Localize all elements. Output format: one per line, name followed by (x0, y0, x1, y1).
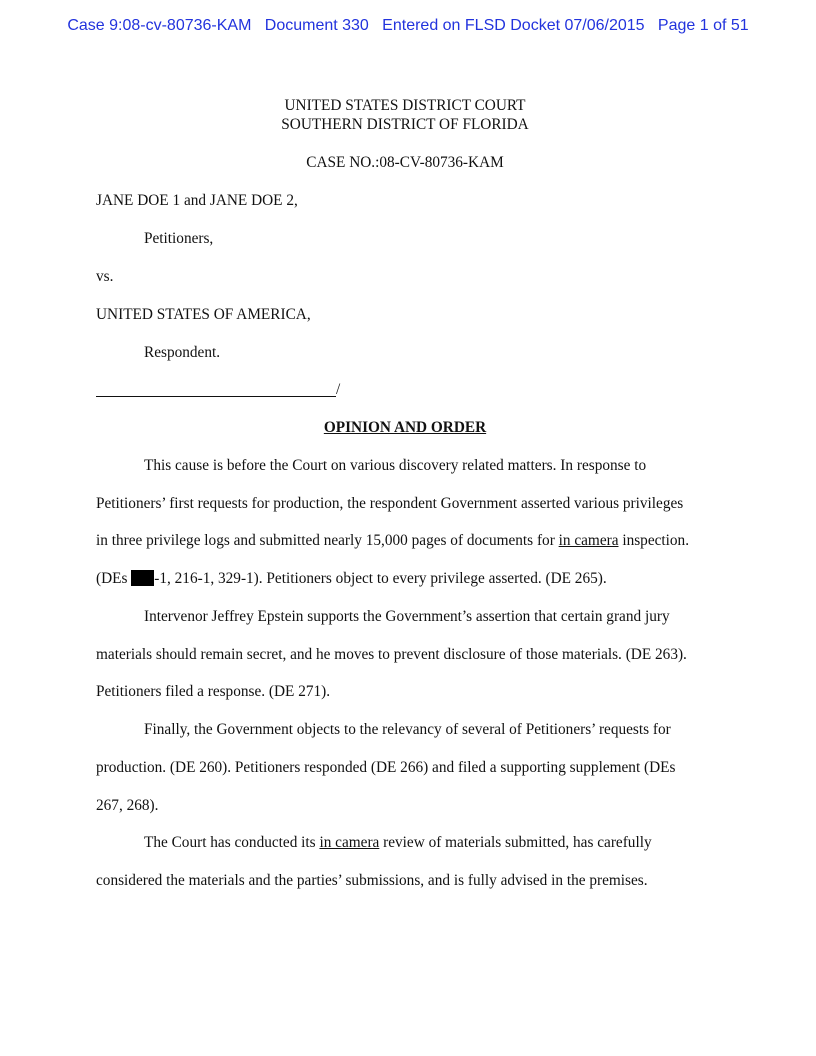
respondent-name: UNITED STATES OF AMERICA, (96, 306, 311, 323)
redaction-block (131, 570, 154, 586)
paragraph-3-line-1: Finally, the Government objects to the relevancy of several of Petitioners’ requests for (144, 721, 671, 738)
paragraph-2-line-3: Petitioners filed a response. (DE 271). (96, 683, 331, 700)
paragraph-1-line-1: This cause is before the Court on various discovery related matters. In response to (144, 457, 647, 474)
versus: vs. (96, 268, 114, 285)
paragraph-1-line-2: Petitioners’ first requests for production, the respondent Government asserted various privileges (96, 495, 684, 512)
text-run: inspection. (618, 532, 690, 549)
text-run: The Court has conducted its (144, 834, 320, 851)
caption-slash: / (336, 381, 341, 398)
in-camera-emphasis: in camera (319, 834, 380, 851)
text-run: review of materials submitted, has carefully (379, 834, 652, 851)
document-title: OPINION AND ORDER (323, 419, 487, 436)
court-name-line2: SOUTHERN DISTRICT OF FLORIDA (281, 116, 529, 133)
paragraph-1-line-3 (96, 531, 689, 550)
respondent-label: Respondent. (144, 344, 221, 361)
paragraph-3-line-2: production. (DE 260). Petitioners responded (DE 266) and filed a supporting supplement (DEs (96, 759, 676, 776)
paragraph-4-line-2: considered the materials and the parties’ submissions, and is fully advised in the premises. (96, 872, 648, 889)
text-run: in three privilege logs and submitted nearly 15,000 pages of documents for (96, 532, 559, 549)
paragraph-1-line-4 (96, 569, 607, 588)
petitioners-names: JANE DOE 1 and JANE DOE 2, (96, 192, 298, 209)
case-number-header: Case 9:08-cv-80736-KAM (67, 17, 252, 34)
paragraph-2-line-1: Intervenor Jeffrey Epstein supports the Government’s assertion that certain grand jury (144, 608, 670, 625)
page-indicator: Page 1 of 51 (657, 17, 749, 34)
petitioners-label: Petitioners, (144, 230, 214, 247)
paragraph-3-line-3: 267, 268). (96, 797, 159, 814)
case-number: CASE NO.:08-CV-80736-KAM (306, 154, 504, 171)
document-number: Document 330 (264, 17, 369, 34)
caption-rule (96, 396, 336, 397)
paragraph-4-line-1 (144, 833, 652, 852)
paragraph-2-line-2: materials should remain secret, and he moves to prevent disclosure of those materials. (DE 263). (96, 646, 687, 663)
in-camera-emphasis: in camera (558, 532, 619, 549)
docket-header (0, 17, 816, 35)
court-name-line1: UNITED STATES DISTRICT COURT (284, 97, 526, 114)
text-run: (DEs (96, 570, 132, 587)
text-run: -1, 216-1, 329-1). Petitioners object to every privilege asserted. (DE 265). (154, 570, 607, 587)
entered-docket: Entered on FLSD Docket 07/06/2015 (382, 17, 645, 34)
